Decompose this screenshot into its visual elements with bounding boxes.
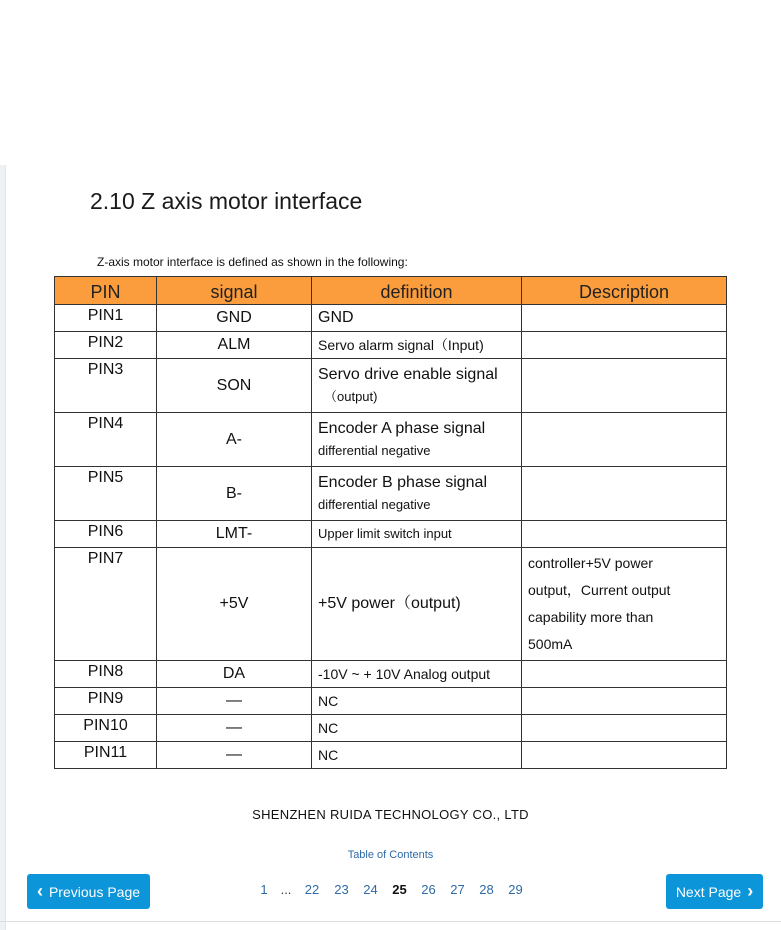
definition-line: NC <box>318 693 339 709</box>
definition-line: （output) <box>324 388 378 404</box>
definition-line: Encoder A phase signal <box>318 419 486 437</box>
definition-cell <box>312 305 522 332</box>
description-line: output，Current output <box>528 582 671 598</box>
definition-line: NC <box>318 747 339 763</box>
signal-cell: LMT- <box>157 521 312 548</box>
table-row <box>55 715 727 742</box>
definition-line: Upper limit switch input <box>318 526 452 541</box>
signal-cell: A- <box>157 413 312 467</box>
bottom-divider <box>0 921 781 922</box>
pin-cell: PIN2 <box>55 332 157 359</box>
signal-cell: GND <box>157 305 312 332</box>
signal-cell: +5V <box>157 548 312 661</box>
table-row <box>55 467 727 521</box>
description-cell <box>522 548 727 661</box>
pin-cell: PIN6 <box>55 521 157 548</box>
definition-line: Encoder B phase signal <box>318 473 487 491</box>
definition-cell <box>312 467 522 521</box>
definition-cell <box>312 715 522 742</box>
definition-cell <box>312 548 522 661</box>
previous-page-button[interactable] <box>27 874 150 909</box>
pin-cell: PIN8 <box>55 661 157 688</box>
page-link[interactable]: 26 <box>421 882 436 897</box>
definition-line: differential negative <box>318 442 431 458</box>
pin-cell: PIN9 <box>55 688 157 715</box>
pagination-ellipsis: ... <box>280 882 292 897</box>
next-page-button[interactable] <box>666 874 763 909</box>
definition-line: differential negative <box>318 496 431 512</box>
description-cell <box>522 521 727 548</box>
page-link[interactable]: 24 <box>363 882 378 897</box>
signal-cell: — <box>157 688 312 715</box>
table-row <box>55 688 727 715</box>
definition-line: Servo drive enable signal <box>318 365 498 383</box>
signal-cell: B- <box>157 467 312 521</box>
description-line: controller+5V power <box>528 555 653 571</box>
pin-cell: PIN4 <box>55 413 157 467</box>
table-row <box>55 413 727 467</box>
pin-cell: PIN7 <box>55 548 157 661</box>
pin-cell: PIN1 <box>55 305 157 332</box>
page-link[interactable]: 27 <box>450 882 465 897</box>
signal-cell: DA <box>157 661 312 688</box>
chevron-left-icon: ‹ <box>36 881 43 901</box>
signal-cell: ALM <box>157 332 312 359</box>
description-cell <box>522 332 727 359</box>
previous-page-label: Previous Page <box>48 883 141 900</box>
table-row <box>55 742 727 769</box>
pin-cell: PIN3 <box>55 359 157 413</box>
signal-cell: — <box>157 742 312 769</box>
page-link[interactable]: 29 <box>508 882 523 897</box>
table-row <box>55 359 727 413</box>
chevron-right-icon: › <box>747 881 754 901</box>
description-cell <box>522 742 727 769</box>
definition-cell <box>312 332 522 359</box>
definition-cell <box>312 742 522 769</box>
description-cell <box>522 467 727 521</box>
pin-definition-table <box>54 276 727 769</box>
page-link[interactable]: 22 <box>304 882 320 897</box>
description-cell <box>522 715 727 742</box>
header-pin: PIN <box>55 277 157 305</box>
header-definition: definition <box>312 277 522 305</box>
footer-company-name: SHENZHEN RUIDA TECHNOLOGY CO., LTD <box>252 807 529 822</box>
pin-cell: PIN11 <box>55 742 157 769</box>
definition-cell <box>312 413 522 467</box>
pagination <box>253 882 530 897</box>
definition-cell <box>312 359 522 413</box>
header-signal: signal <box>157 277 312 305</box>
header-description: Description <box>522 277 727 305</box>
signal-cell: SON <box>157 359 312 413</box>
description-line: 500mA <box>528 636 573 652</box>
table-row <box>55 332 727 359</box>
current-page: 25 <box>392 882 407 897</box>
table-row <box>55 521 727 548</box>
page-link[interactable]: 23 <box>334 882 349 897</box>
signal-cell: — <box>157 715 312 742</box>
definition-line: +5V power（output) <box>318 595 461 612</box>
definition-line: GND <box>318 309 354 326</box>
pin-cell: PIN10 <box>55 715 157 742</box>
intro-text: Z-axis motor interface is defined as shown in the following: <box>97 255 408 269</box>
definition-cell <box>312 661 522 688</box>
definition-line: -10V ~ + 10V Analog output <box>318 666 491 682</box>
description-cell <box>522 688 727 715</box>
next-page-label: Next Page <box>675 883 742 900</box>
table-row <box>55 661 727 688</box>
table-row <box>55 548 727 661</box>
table-header-row <box>55 277 727 305</box>
pin-cell: PIN5 <box>55 467 157 521</box>
description-cell <box>522 359 727 413</box>
page-link[interactable]: 28 <box>479 882 494 897</box>
description-cell <box>522 661 727 688</box>
definition-cell <box>312 688 522 715</box>
description-cell <box>522 305 727 332</box>
section-title: 2.10 Z axis motor interface <box>90 188 363 214</box>
page-link[interactable]: 1 <box>260 882 268 897</box>
description-line: capability more than <box>528 609 654 625</box>
table-row <box>55 305 727 332</box>
definition-line: NC <box>318 720 339 736</box>
definition-line: Servo alarm signal（Input) <box>318 337 484 353</box>
description-cell <box>522 413 727 467</box>
table-of-contents-link[interactable]: Table of Contents <box>347 849 434 861</box>
definition-cell <box>312 521 522 548</box>
